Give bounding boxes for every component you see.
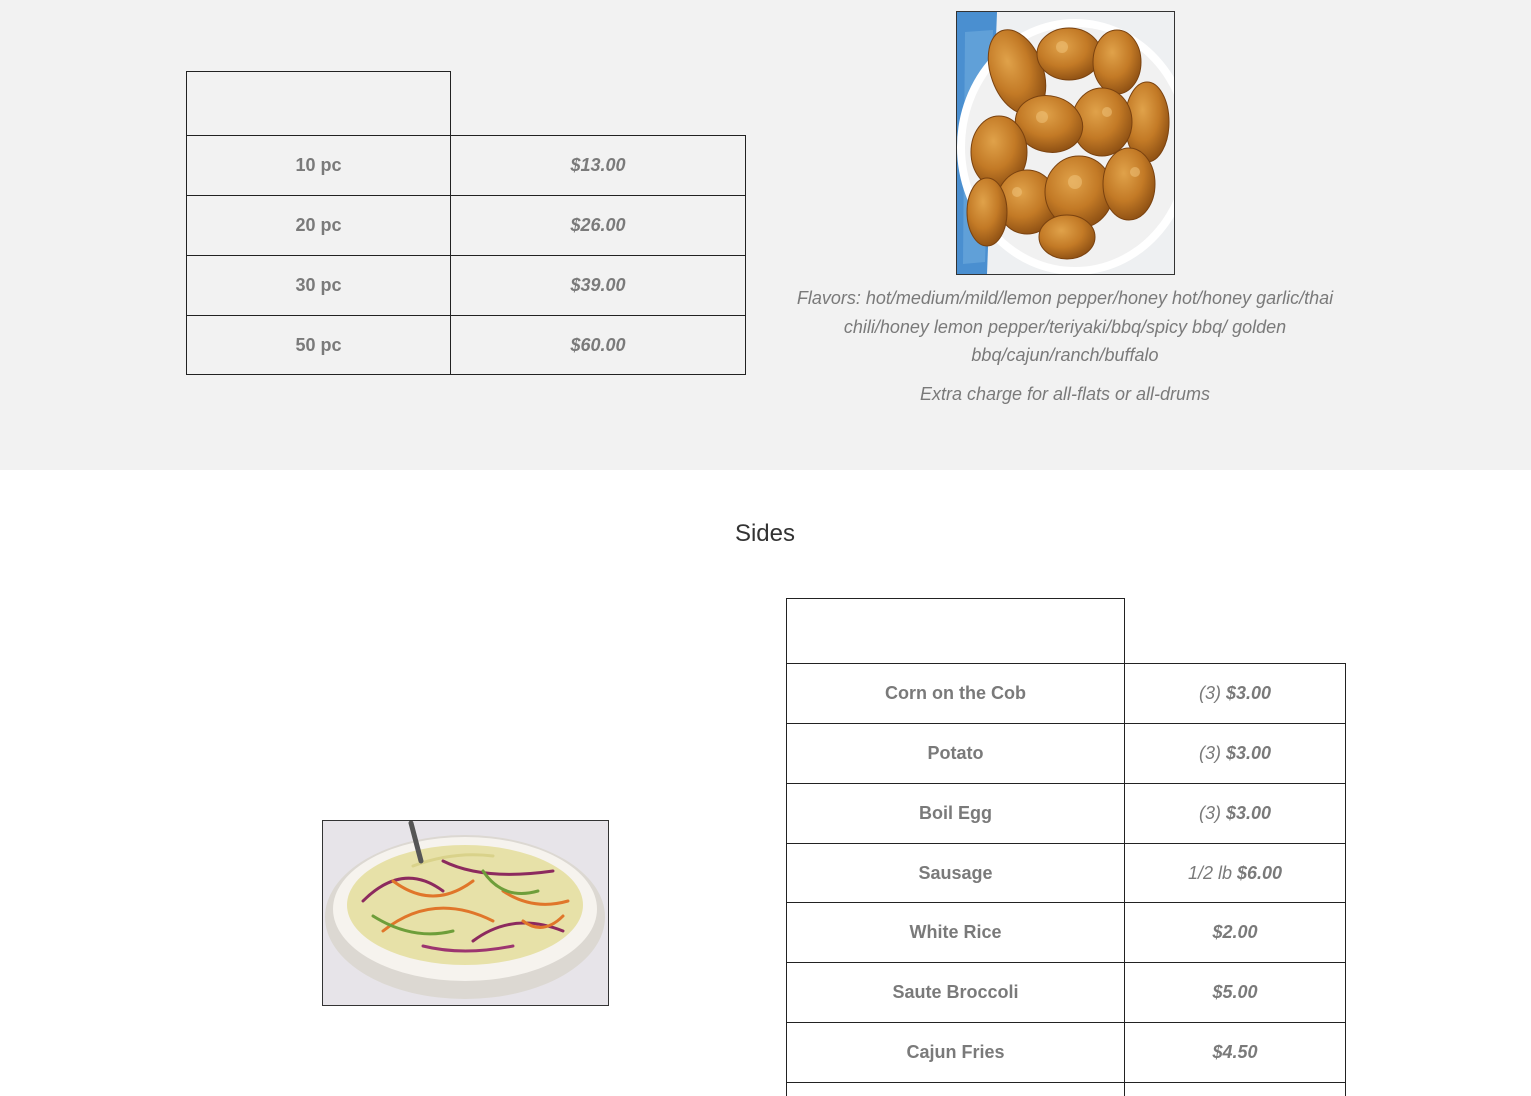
coleslaw-bowl-photo bbox=[322, 820, 609, 1006]
side-price-prefix: (3) bbox=[1198, 683, 1221, 703]
wings-qty-cell: 50 pc bbox=[186, 315, 451, 375]
side-price-value: $3.00 bbox=[1225, 683, 1272, 703]
side-name-cell: Boil Egg bbox=[786, 783, 1125, 844]
side-price-cell: $4.50 bbox=[1124, 1022, 1346, 1083]
wings-table-header-cell bbox=[186, 71, 451, 136]
side-price-cell bbox=[1124, 663, 1346, 724]
side-price-cell: $5.00 bbox=[1124, 962, 1346, 1023]
side-price-value: $3.00 bbox=[1225, 803, 1272, 823]
side-price-value: $3.00 bbox=[1225, 743, 1272, 763]
wings-price-cell: $60.00 bbox=[450, 315, 746, 375]
side-name-cell bbox=[786, 1082, 1125, 1096]
wings-qty-cell: 20 pc bbox=[186, 195, 451, 256]
side-price-value: $6.00 bbox=[1237, 862, 1283, 883]
extra-charge-note: Extra charge for all-flats or all-drums bbox=[919, 384, 1211, 404]
chicken-wings-drawing bbox=[957, 12, 1174, 274]
sides-table-header-cell bbox=[786, 598, 1125, 664]
side-price-cell bbox=[1124, 723, 1346, 784]
side-price-prefix: 1/2 lb bbox=[1187, 862, 1232, 883]
wing-flavors-text: Flavors: hot/medium/mild/lemon pepper/honey hot/honey garlic/thai chili/honey lemon pepper/teriyaki/bbq/spicy bbq/ golden bbq/cajun/ranch/buffalo bbox=[796, 288, 1334, 365]
side-price-cell bbox=[1124, 783, 1346, 844]
side-price-prefix: (3) bbox=[1198, 803, 1221, 823]
wings-price-cell: $26.00 bbox=[450, 195, 746, 256]
side-name-cell: Sausage bbox=[786, 843, 1125, 903]
coleslaw-drawing bbox=[323, 821, 608, 1005]
side-price-prefix: (3) bbox=[1198, 743, 1221, 763]
wings-qty-cell: 10 pc bbox=[186, 135, 451, 196]
side-price-cell: $2.00 bbox=[1124, 902, 1346, 963]
side-price-cell bbox=[1124, 1082, 1346, 1096]
wings-price-cell: $13.00 bbox=[450, 135, 746, 196]
side-name-cell: Potato bbox=[786, 723, 1125, 784]
fried-chicken-wings-photo bbox=[956, 11, 1175, 275]
sides-heading: Sides bbox=[734, 520, 796, 547]
side-price-cell bbox=[1124, 843, 1346, 903]
wings-qty-cell: 30 pc bbox=[186, 255, 451, 316]
side-name-cell: Corn on the Cob bbox=[786, 663, 1125, 724]
side-name-cell: Saute Broccoli bbox=[786, 962, 1125, 1023]
side-name-cell: White Rice bbox=[786, 902, 1125, 963]
wings-price-cell: $39.00 bbox=[450, 255, 746, 316]
side-name-cell: Cajun Fries bbox=[786, 1022, 1125, 1083]
